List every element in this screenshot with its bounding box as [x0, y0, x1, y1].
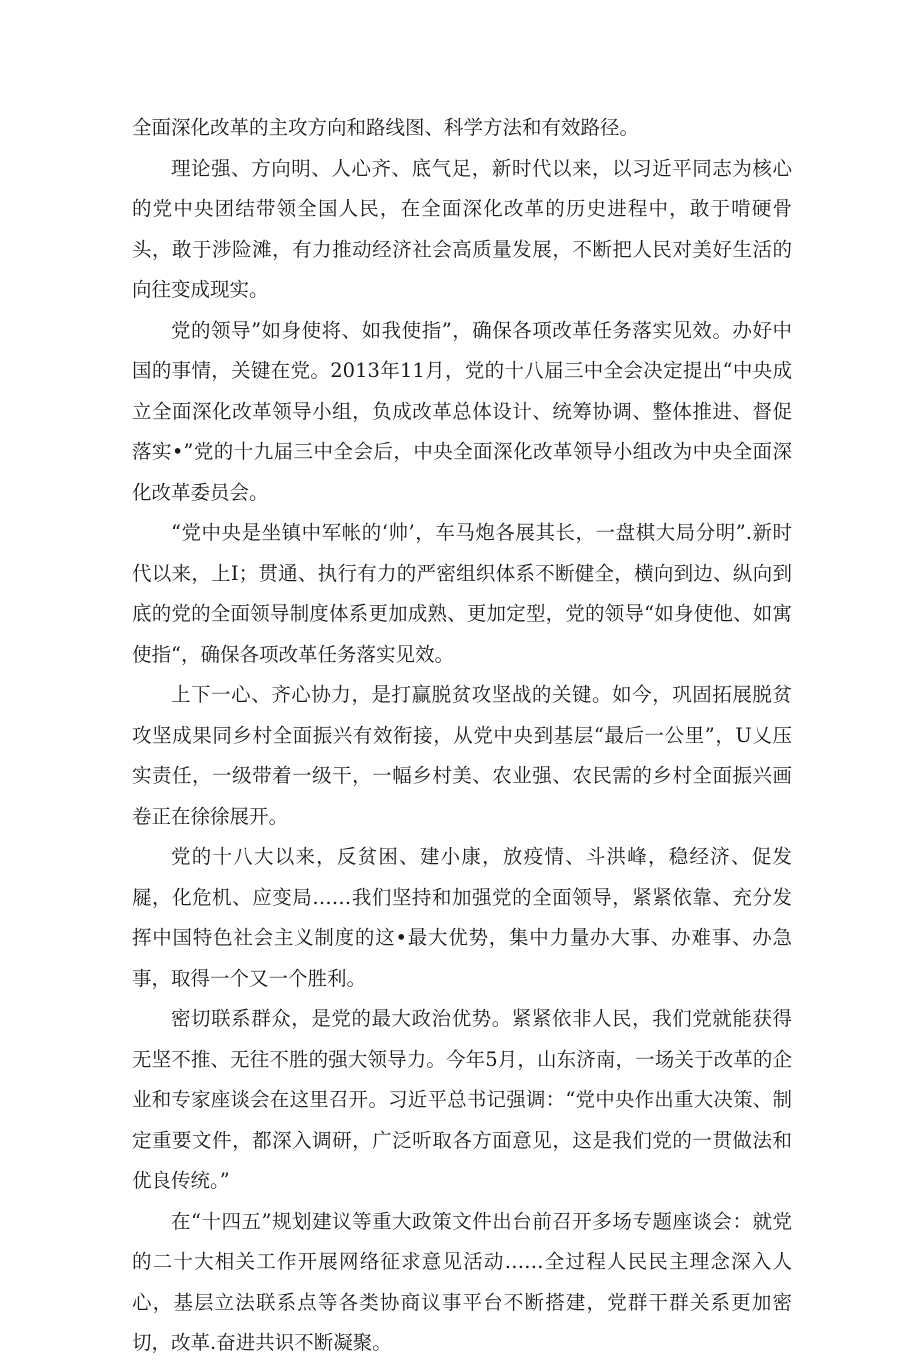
paragraph: “党中央是坐镇中军帐的‘帅’，车马炮各展其长，一盘棋大局分明”.新时代以来，上I；贯通、执行有力的严密组织体系不断健全，横向到边、纵向到底的党的全面领导制度体系更加成熟、更加定型，党的领导“如身使他、如寓使指“，确保各项改革任务落实见效。 — [132, 521, 792, 666]
paragraph: 党的领导”如身使将、如我使指”，确保各项改革任务落实见效。办好中国的事情，关键在党。2013年11月，党的十八届三中全会决定提出“中央成立全面深化改革领导小组，负成改革总体设计、统筹协调、整体推进、督促落实•”党的十九届三中全会后，中央全面深化改革领导小组改为中央全面深化改革委员会。 — [132, 318, 792, 504]
paragraph: 密切联系群众，是党的最大政治优势。紧紧依非人民，我们党就能获得无坚不推、无往不胜的强大领导力。今年5月，山东济南，一场关于改革的企业和专家座谈会在这里召开。习近平总书记强调：“党中央作出重大决策、制定重要文件，都深入调研，广泛听取各方面意见，这是我们党的一贯做法和优良传统。” — [132, 1007, 792, 1192]
paragraph: 理论强、方向明、人心齐、底气足，新时代以来，以习近平同志为核心的党中央团结带领全国人民，在全面深化改革的历史进程中，敢于啃硬骨头，敢于涉险滩，有力推动经济社会高质量发展，不断把人民对美好生活的向往变成现实。 — [132, 156, 792, 301]
article-body — [132, 108, 792, 1364]
paragraph: 在“十四五”规划建议等重大政策文件出台前召开多场专题座谈会：就党的二十大相关工作开展网络征求意见活动……全过程人民民主理念深入人心，基层立法联系点等各类协商议事平台不断搭建，党群干群关系更加密切，改革.奋进共识不断凝聚。 — [132, 1209, 792, 1354]
paragraph: 上下一心、齐心协力，是打赢脱贫攻坚战的关键。如今，巩固拓展脱贫攻坚成果同乡村全面振兴有效衔接，从党中央到基层“最后一公里”，U乂压实责任，一级带着一级干，一幅乡村美、农业强、农民需的乡村全面振兴画卷正在徐徐展开。 — [132, 683, 792, 828]
paragraph: 党的十八大以来，反贫困、建小康，放疫情、斗洪峰，稳经济、促发屣，化危机、应变局……我们坚持和加强党的全面领导，紧紧依靠、充分发挥中国特色社会主义制度的这•最大优势，集中力量办大事、办难事、办急事，取得一个又一个胜利。 — [132, 845, 792, 990]
paragraph-continuation: 全面深化改革的主攻方向和路线图、科学方法和有效路径。 — [132, 116, 640, 139]
